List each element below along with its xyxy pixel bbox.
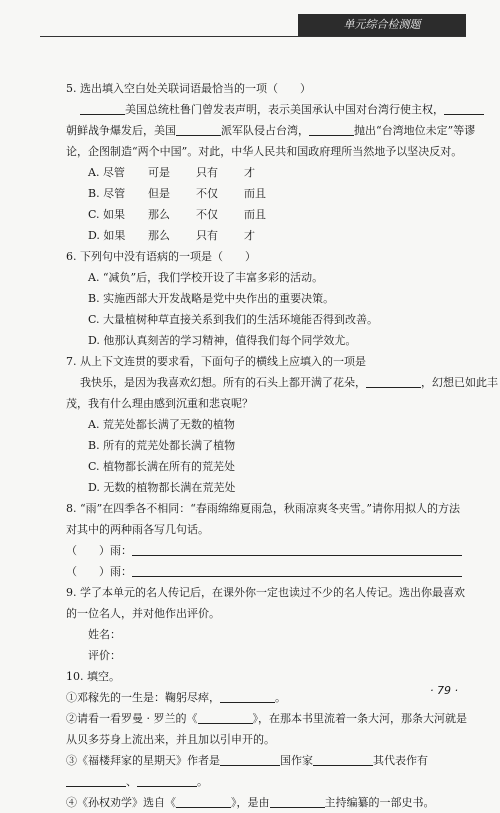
q8-answer-2[interactable]: （ ）雨： (66, 561, 460, 582)
q10-item-4: ④《孙权劝学》选自《 》，是由 主持编纂的一部史书。 (66, 796, 435, 809)
q10-item-3-blank-4[interactable] (137, 774, 197, 787)
q10-item-3-blank-3[interactable] (66, 774, 126, 787)
page-number: · 79 · (430, 684, 458, 697)
q5-option-d[interactable]: D. 如果 那么 只有 才 (88, 229, 255, 242)
q8-stem-line-2: 对其中的两种雨各写几句话。 (66, 523, 209, 536)
worksheet-content (66, 78, 498, 813)
q9-stem-line-1: 9. 学了本单元的名人传记后，在课外你一定也读过不少的名人传记。选出你最喜欢 (66, 586, 465, 599)
q10-item-1: ①邓稼先的一生是：鞠躬尽瘁， 。 (66, 691, 286, 704)
q7-option-b[interactable]: B. 所有的荒芜处都长满了植物 (88, 439, 236, 452)
q10-item-3-blank-2[interactable] (313, 753, 373, 766)
q5-blank-3[interactable] (176, 123, 221, 136)
q6-option-c[interactable]: C. 大量植树种草直接关系到我们的生活环境能否得到改善。 (88, 313, 379, 326)
q10-item-1-blank[interactable] (220, 690, 275, 703)
section-header: 单元综合检测题 (298, 14, 466, 36)
q5-blank-1[interactable] (80, 102, 125, 115)
q7-option-d[interactable]: D. 无数的植物都长满在荒芜处 (88, 481, 236, 494)
q7-option-c[interactable]: C. 植物都长满在所有的荒芜处 (88, 460, 236, 473)
q10-item-4-blank-1[interactable] (176, 795, 231, 808)
q7-passage-line-1: 我快乐，是因为我喜欢幻想。所有的石头上都开满了花朵， ，幻想已如此丰 (80, 376, 498, 389)
q5-passage-line-2: 朝鲜战争爆发后，美国 派军队侵占台湾， 抛出“台湾地位未定”等谬 (66, 124, 476, 137)
q8-answer-2-line[interactable] (132, 564, 462, 577)
q6-option-b[interactable]: B. 实施西部大开发战略是党中央作出的重要决策。 (88, 292, 335, 305)
q5-option-b[interactable]: B. 尽管 但是 不仅 而且 (88, 187, 266, 200)
q6-option-a[interactable]: A. “减负”后，我们学校开设了丰富多彩的活动。 (88, 271, 324, 284)
q7-passage-line-2: 茂，我有什么理由感到沉重和悲哀呢？ (66, 397, 253, 410)
header-divider (40, 36, 466, 37)
q6-stem: 6. 下列句中没有语病的一项是（ ） (66, 250, 256, 263)
q10-item-2-cont: 从贝多芬身上流出来，并且加以引申开的。 (66, 733, 275, 746)
q10-item-3-blank-1[interactable] (220, 753, 280, 766)
q9-evaluation-label[interactable]: 评价： (88, 649, 121, 662)
q7-stem: 7. 从上下文连贯的要求看，下面句子的横线上应填入的一项是 (66, 355, 366, 368)
q7-option-a[interactable]: A. 荒芜处都长满了无数的植物 (88, 418, 235, 431)
q5-blank-2[interactable] (444, 102, 484, 115)
q10-item-4-blank-2[interactable] (270, 795, 325, 808)
q9-name-label[interactable]: 姓名： (88, 628, 121, 641)
q10-stem: 10. 填空。 (66, 670, 120, 683)
q6-option-d[interactable]: D. 他那认真刻苦的学习精神，值得我们每个同学效尤。 (88, 334, 357, 347)
q5-blank-4[interactable] (309, 123, 354, 136)
q5-option-c[interactable]: C. 如果 那么 不仅 而且 (88, 208, 266, 221)
q8-stem-line-1: 8. “雨”在四季各不相同：“春雨绵绵夏雨急，秋雨凉爽冬夹雪。”请你用拟人的方法 (66, 502, 460, 515)
q8-answer-1-line[interactable] (132, 543, 462, 556)
q10-item-2-blank[interactable] (198, 711, 253, 724)
q10-item-2: ②请看一看罗曼 · 罗兰的《 》，在那本书里流着一条大河，那条大河就是 (66, 712, 467, 725)
q10-item-3-cont: 、 。 (66, 771, 460, 792)
q5-passage-line-3: 论，企图制造“两个中国”。对此，中华人民共和国政府理所当然地予以坚决反对。 (66, 145, 463, 158)
q5-option-a[interactable]: A. 尽管 可是 只有 才 (88, 166, 255, 179)
q9-stem-line-2: 的一位名人，并对他作出评价。 (66, 607, 220, 620)
q7-blank[interactable] (366, 375, 421, 388)
q8-answer-1[interactable]: （ ）雨： (66, 540, 460, 561)
q5-stem: 5. 选出填入空白处关联词语最恰当的一项（ ） (66, 82, 311, 95)
q10-item-3: ③《福楼拜家的星期天》作者是 国作家 其代表作有 (66, 754, 428, 767)
q5-passage-line-1: 美国总统杜鲁门曾发表声明，表示美国承认中国对台湾行使主权， (66, 99, 460, 120)
